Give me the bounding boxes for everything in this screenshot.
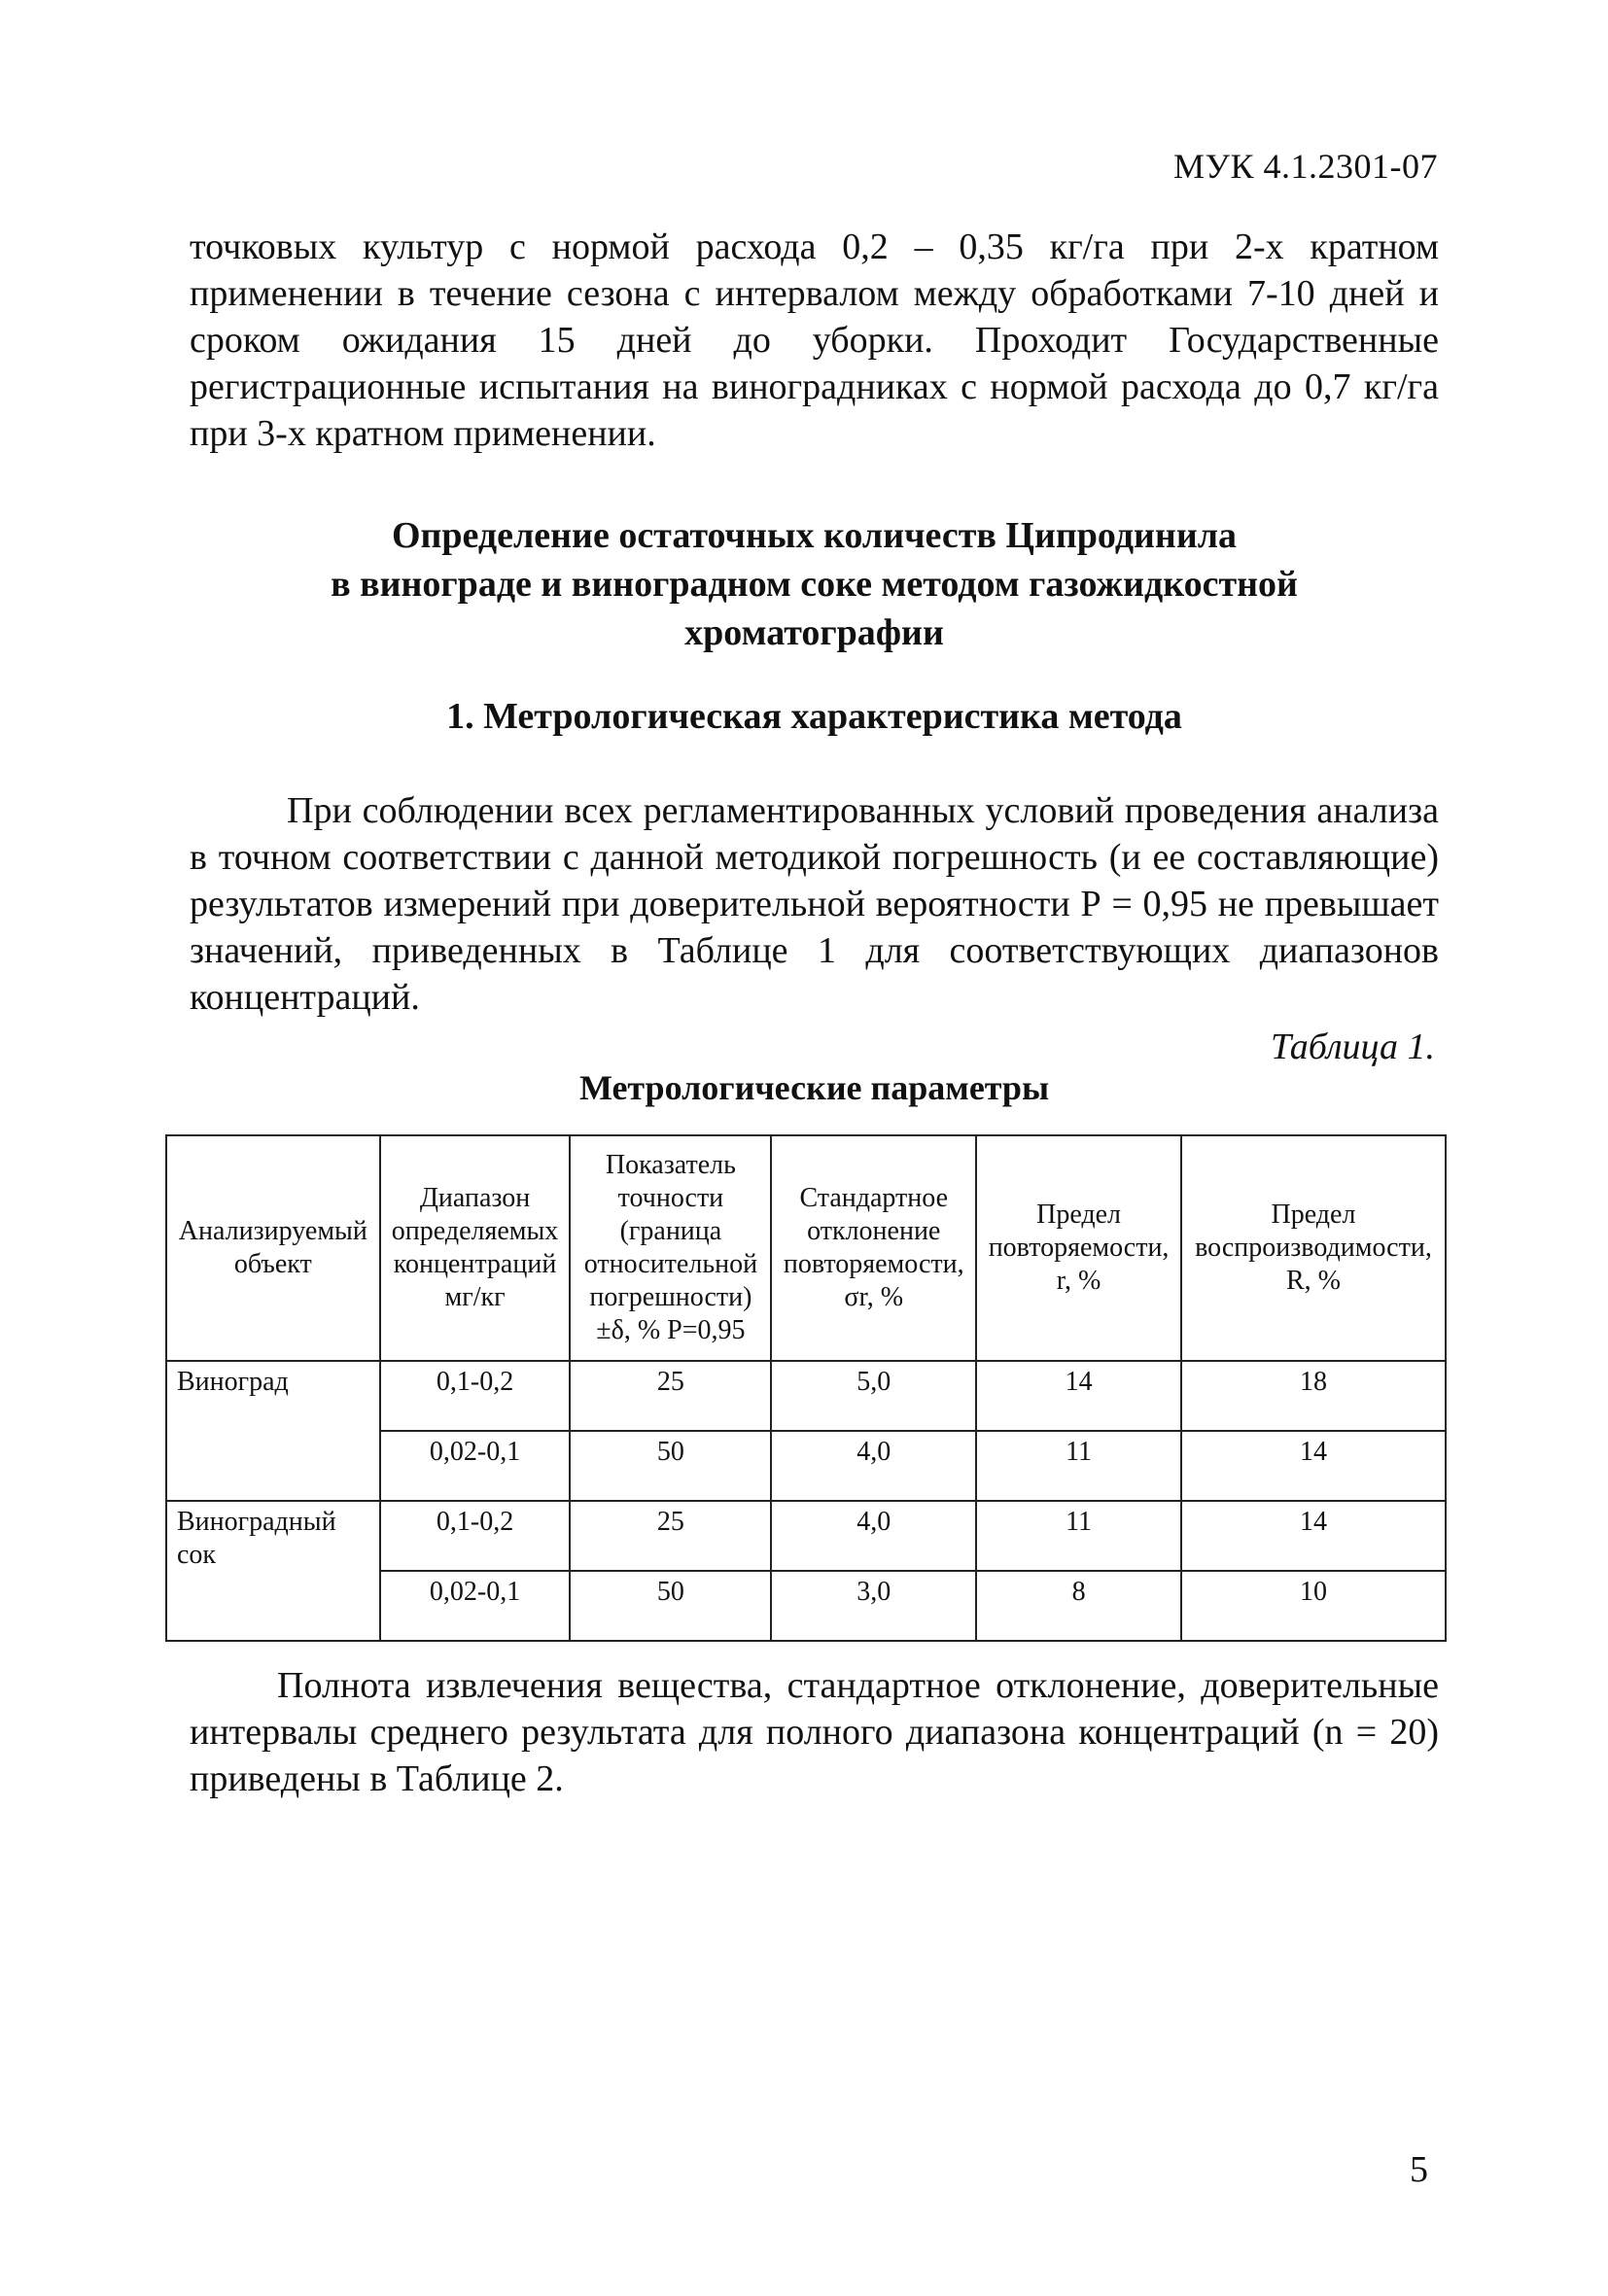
- range-cell: 0,1-0,2: [380, 1501, 571, 1571]
- std-dev-symbol: σr, %: [844, 1282, 904, 1312]
- header-reproducibility: Предел воспроизводимости, R, %: [1181, 1135, 1446, 1361]
- table-label: Таблица 1.: [1271, 1026, 1435, 1067]
- document-code-header: МУК 4.1.2301-07: [1173, 147, 1438, 186]
- std-dev-cell: 4,0: [771, 1501, 976, 1571]
- title-line-3: хроматографии: [684, 612, 944, 653]
- reprod-cell: 18: [1181, 1361, 1446, 1431]
- accuracy-cell: 25: [570, 1501, 771, 1571]
- std-dev-cell: 3,0: [771, 1571, 976, 1641]
- title-line-2: в винограде и виноградном соке методом газожидкостной: [331, 564, 1298, 605]
- std-dev-cell: 4,0: [771, 1431, 976, 1501]
- page-number: 5: [1410, 2149, 1428, 2190]
- table-row: [166, 1361, 1446, 1431]
- header-std-dev: Стандартное отклонение повторяемости, σr, %: [771, 1135, 976, 1361]
- title-line-1: Определение остаточных количеств Ципродинила: [391, 515, 1238, 556]
- repeat-cell: 11: [976, 1501, 1181, 1571]
- table-caption: Метрологические параметры: [578, 1068, 1050, 1107]
- object-cell: Виноград: [166, 1361, 380, 1501]
- std-dev-cell: 5,0: [771, 1361, 976, 1431]
- header-range: Диапазон определяемых концентраций мг/кг: [380, 1135, 571, 1361]
- reprod-cell: 10: [1181, 1571, 1446, 1641]
- header-object: Анализируемый объект: [166, 1135, 380, 1361]
- after-table-paragraph: Полнота извлечения вещества, стандартное отклонение, доверительные интервалы среднего результата для полного диапазона концентраций (n = 20) приведены в Таблице 2.: [190, 1665, 1439, 1799]
- header-repeatability: Предел повторяемости, r, %: [976, 1135, 1181, 1361]
- accuracy-cell: 25: [570, 1361, 771, 1431]
- repeat-symbol: r, %: [1056, 1266, 1101, 1296]
- reprod-cell: 14: [1181, 1501, 1446, 1571]
- metrological-parameters-table: [165, 1134, 1447, 1642]
- reprod-cell: 14: [1181, 1431, 1446, 1501]
- range-cell: 0,02-0,1: [380, 1431, 571, 1501]
- table-header-row: [166, 1135, 1446, 1361]
- section-heading: 1. Метрологическая характеристика метода: [446, 696, 1182, 737]
- method-title: [190, 511, 1439, 657]
- range-cell: 0,02-0,1: [380, 1571, 571, 1641]
- header-accuracy: Показатель точности (граница относительной погрешности) ±δ, % Р=0,95: [570, 1135, 771, 1361]
- range-cell: 0,1-0,2: [380, 1361, 571, 1431]
- object-cell: Виноградный сок: [166, 1501, 380, 1641]
- repeat-cell: 8: [976, 1571, 1181, 1641]
- repeat-cell: 14: [976, 1361, 1181, 1431]
- table-row: [166, 1501, 1446, 1571]
- intro-paragraph: точковых культур с нормой расхода 0,2 – 0,35 кг/га при 2-х кратном применении в течение сезона с интервалом между обработками 7-10 дней и сроком ожидания 15 дней до уборки. Проходит Государственные регистрационные испытания на виноградниках с нормой расхода до 0,7 кг/га при 3-х кратном применении.: [190, 226, 1439, 454]
- section-paragraph: При соблюдении всех регламентированных условий проведения анализа в точном соответствии с данной методикой погрешность (и ее составляющие) результатов измерений при доверительной вероятности Р = 0,95 не превышает значений, приведенных в Таблице 1 для соответствующих диапазонов концентраций.: [190, 790, 1439, 1018]
- accuracy-cell: 50: [570, 1431, 771, 1501]
- accuracy-cell: 50: [570, 1571, 771, 1641]
- repeat-cell: 11: [976, 1431, 1181, 1501]
